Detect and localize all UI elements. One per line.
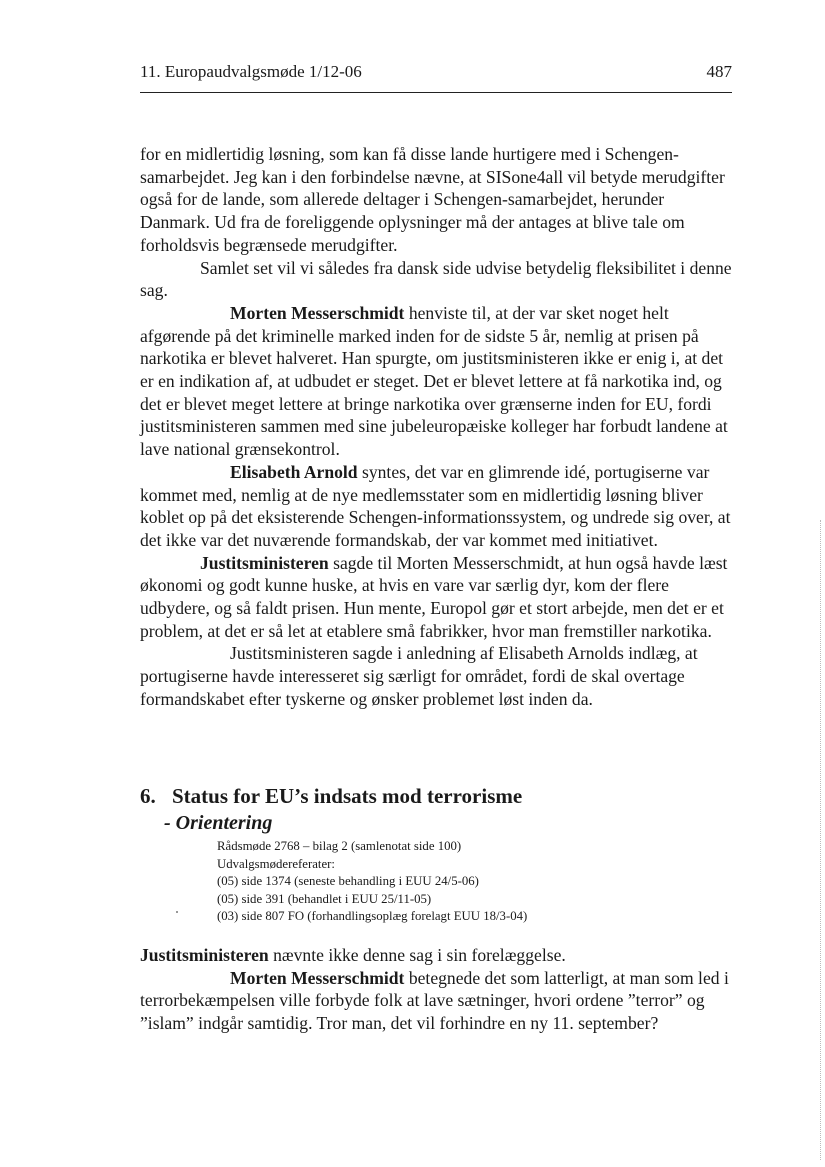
speaker-name: Justitsministeren [140,945,269,965]
paragraph [140,143,732,257]
scan-speck [176,911,178,913]
speaker-name: Morten Messerschmidt [230,967,405,988]
reference-list [217,838,732,926]
speaker-name: Elisabeth Arnold [230,461,358,482]
paragraph-text: sagde til Morten Messerschmidt, at hun også havde læst økonomi og godt kunne huske, at hvis en vare var særlig dyr, kom der flere udbydere, og så faldt prisen. Hun mente, Europol gør et stort arbejde, men det er et problem, at det er så let at etablere små fabrikker, hvor man fremstiller narkotika. [140,552,728,641]
section-heading [140,783,732,809]
paragraph-text: for en midlertidig løsning, som kan få disse lande hurtigere med i Schengen-samarbejdet. Jeg kan i den forbindelse nævne, at SISone4all vil betyde merudgifter også for de lande, som allerede deltager i Schengen-samarbejdet, herunder Danmark. Ud fra de foreliggende oplysninger må der antages at blive tale om forholdsvis begrænsede merudgifter. [140,144,725,255]
paragraph-text: Samlet set vil vi således fra dansk side udvise betydelig fleksibilitet i denne sag. [140,257,732,301]
paragraph [140,302,732,461]
paragraph-text: betegnede det som latterligt, at man som led i terrorbekæmpelsen ville forbyde folk at lave sætninger, hvori ordene ”terror” og ”islam” indgår samtidig. Tror man, det vil forhindre en ny 11. september? [140,967,729,1034]
paragraph [140,944,732,967]
section-body-text [140,944,732,1035]
paragraph [140,461,732,552]
paragraph [140,967,732,1035]
running-header [140,62,732,82]
paragraph [140,257,732,302]
page-number: 487 [706,62,732,81]
reference-item: (05) side 391 (behandlet i EUU 25/11-05) [217,891,432,906]
header-title: 11. Europaudvalgsmøde 1/12-06 [140,62,362,81]
speaker-name: Morten Messerschmidt [230,302,405,323]
reference-item: (05) side 1374 (seneste behandling i EUU 24/5-06) [217,874,479,888]
body-text [140,143,732,711]
reference-item: Udvalgsmødereferater: [217,856,335,871]
paragraph [140,552,732,643]
paragraph-text: syntes, det var en glimrende idé, portugiserne var kommet med, nemlig at de nye medlemsstater som en midlertidig løsning bliver koblet op på det eksisterende Schengen-informationssystem, og undrede sig over, at det ikke var det nuværende formandskab, der var kommet med initiativet. [140,461,731,550]
paragraph-text: Justitsministeren sagde i anledning af Elisabeth Arnolds indlæg, at portugiserne havde interesseret sig særligt for området, fordi de skal overtage formandskabet efter tyskerne og ønsker problemet løst inden da. [140,643,698,709]
section-title: Status for EU’s indsats mod terrorisme [172,784,523,808]
speaker-name: Justitsministeren [200,552,329,573]
reference-item: (03) side 807 FO (forhandlingsoplæg forelagt EUU 18/3-04) [217,909,528,923]
agenda-section [140,783,732,926]
section-subtitle: - Orientering [164,812,273,834]
section-number: 6. [140,784,156,808]
reference-item: Rådsmøde 2768 – bilag 2 (samlenotat side 100) [217,839,462,853]
header-rule [140,92,732,93]
paragraph [140,642,732,710]
scan-edge-artifact [819,520,821,1160]
paragraph-text: henviste til, at der var sket noget helt afgørende på det kriminelle marked inden for de sidste 5 år, nemlig at prisen på narkotika er blevet halveret. Han spurgte, om justitsministeren ikke er enig i, at det er en indikation af, at udbudet er steget. Det er blevet lettere at få narkotika ind, og det er blevet meget lettere at bringe narkotika over grænserne inden for EU, fordi justitsministeren sammen med sine jubeleuropæiske kolleger har forbudt landene at lave national grænsekontrol. [140,302,728,460]
paragraph-text: nævnte ikke denne sag i sin forelæggelse. [268,945,566,965]
